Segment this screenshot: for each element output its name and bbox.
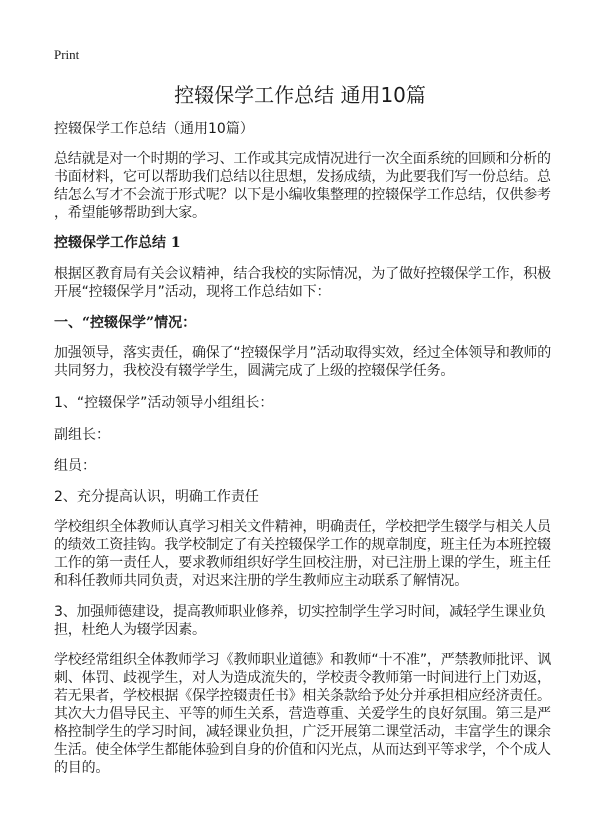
text-line: 其次大力倡导民主、平等的师生关系，营造尊重、关爱学生的良好氛围。第三是严 [54,706,551,722]
text-line: 的目的。 [54,760,110,776]
print-link[interactable]: Print [54,47,80,62]
text-line: 共同努力，我校没有辍学学生，圆满完成了上级的控辍保学任务。 [54,363,455,379]
paragraph [54,651,554,777]
text-line: 若无果者，学校根据《保学控辍责任书》相关条款给予处分并承担相应经济责任。 [54,688,551,704]
text-line: 工作的第一责任人，要求教师组织好学生回校注册，对已注册上课的学生，班主任 [54,555,551,571]
paragraph [54,344,554,380]
text-line: 和科任教师共同负责，对迟来注册的学生教师应主动联系了解情况。 [54,573,468,589]
deputy-label: 副组长： [54,427,110,443]
intro-paragraph [54,150,554,222]
text-line: 学校经常组织全体教师学习《教师职业道德》和教师“十不准”，严禁教师批评、讽 [54,652,552,668]
list-item [54,603,554,639]
text-line: 格控制学生的学习时间，减轻课业负担，广泛开展第二课堂活动，丰富学生的课余 [54,724,551,740]
text-line: 的绩效工资挂钩。我学校制定了有关控辍保学工作的规章制度，班主任为本班控辍 [54,537,551,553]
text-line: 加强领导，落实责任，确保了“控辍保学月”活动取得实效，经过全体领导和教师的 [54,345,552,361]
list-item: 1、“控辍保学”活动领导小组组长： [54,395,274,411]
text-line: 总结就是对一个时期的学习、工作或其完成情况进行一次全面系统的回顾和分析的 [54,151,551,167]
sub-heading: 一、“控辍保学”情况： [54,315,197,331]
list-item: 2、充分提高认识，明确工作责任 [54,489,259,505]
text-line: 生活。使全体学生都能体验到自身的价值和闪光点，从而达到平等求学，个个成人 [54,742,551,758]
text-line: 开展“控辍保学月”活动，现将工作总结如下： [54,284,331,300]
text-line: 担，杜绝人为辍学因素。 [54,622,206,638]
text-line: 刺、体罚、歧视学生，对人为造成流失的，学校责令教师第一时间进行上门劝返， [54,670,551,686]
text-line: ，希望能够帮助到大家。 [54,205,206,221]
members-label: 组员： [54,458,96,474]
page-title: 控辍保学工作总结 通用10篇 [174,83,426,107]
subtitle: 控辍保学工作总结（通用10篇） [54,121,254,137]
text-line: 结怎么写才不会流于形式呢？以下是小编收集整理的控辍保学工作总结，仅供参考 [54,187,551,203]
text-line: 3、加强师德建设，提高教师职业修养，切实控制学生学习时间，减轻学生课业负 [54,604,546,620]
section-heading: 控辍保学工作总结 1 [54,235,181,251]
text-line: 书面材料，它可以帮助我们总结以往思想，发扬成绩，为此要我们写一份总结。总 [54,169,551,185]
paragraph [54,265,554,301]
text-line: 根据区教育局有关会议精神，结合我校的实际情况，为了做好控辍保学工作，积极 [54,266,551,282]
paragraph [54,518,554,590]
text-line: 学校组织全体教师认真学习相关文件精神，明确责任，学校把学生辍学与相关人员 [54,519,551,535]
